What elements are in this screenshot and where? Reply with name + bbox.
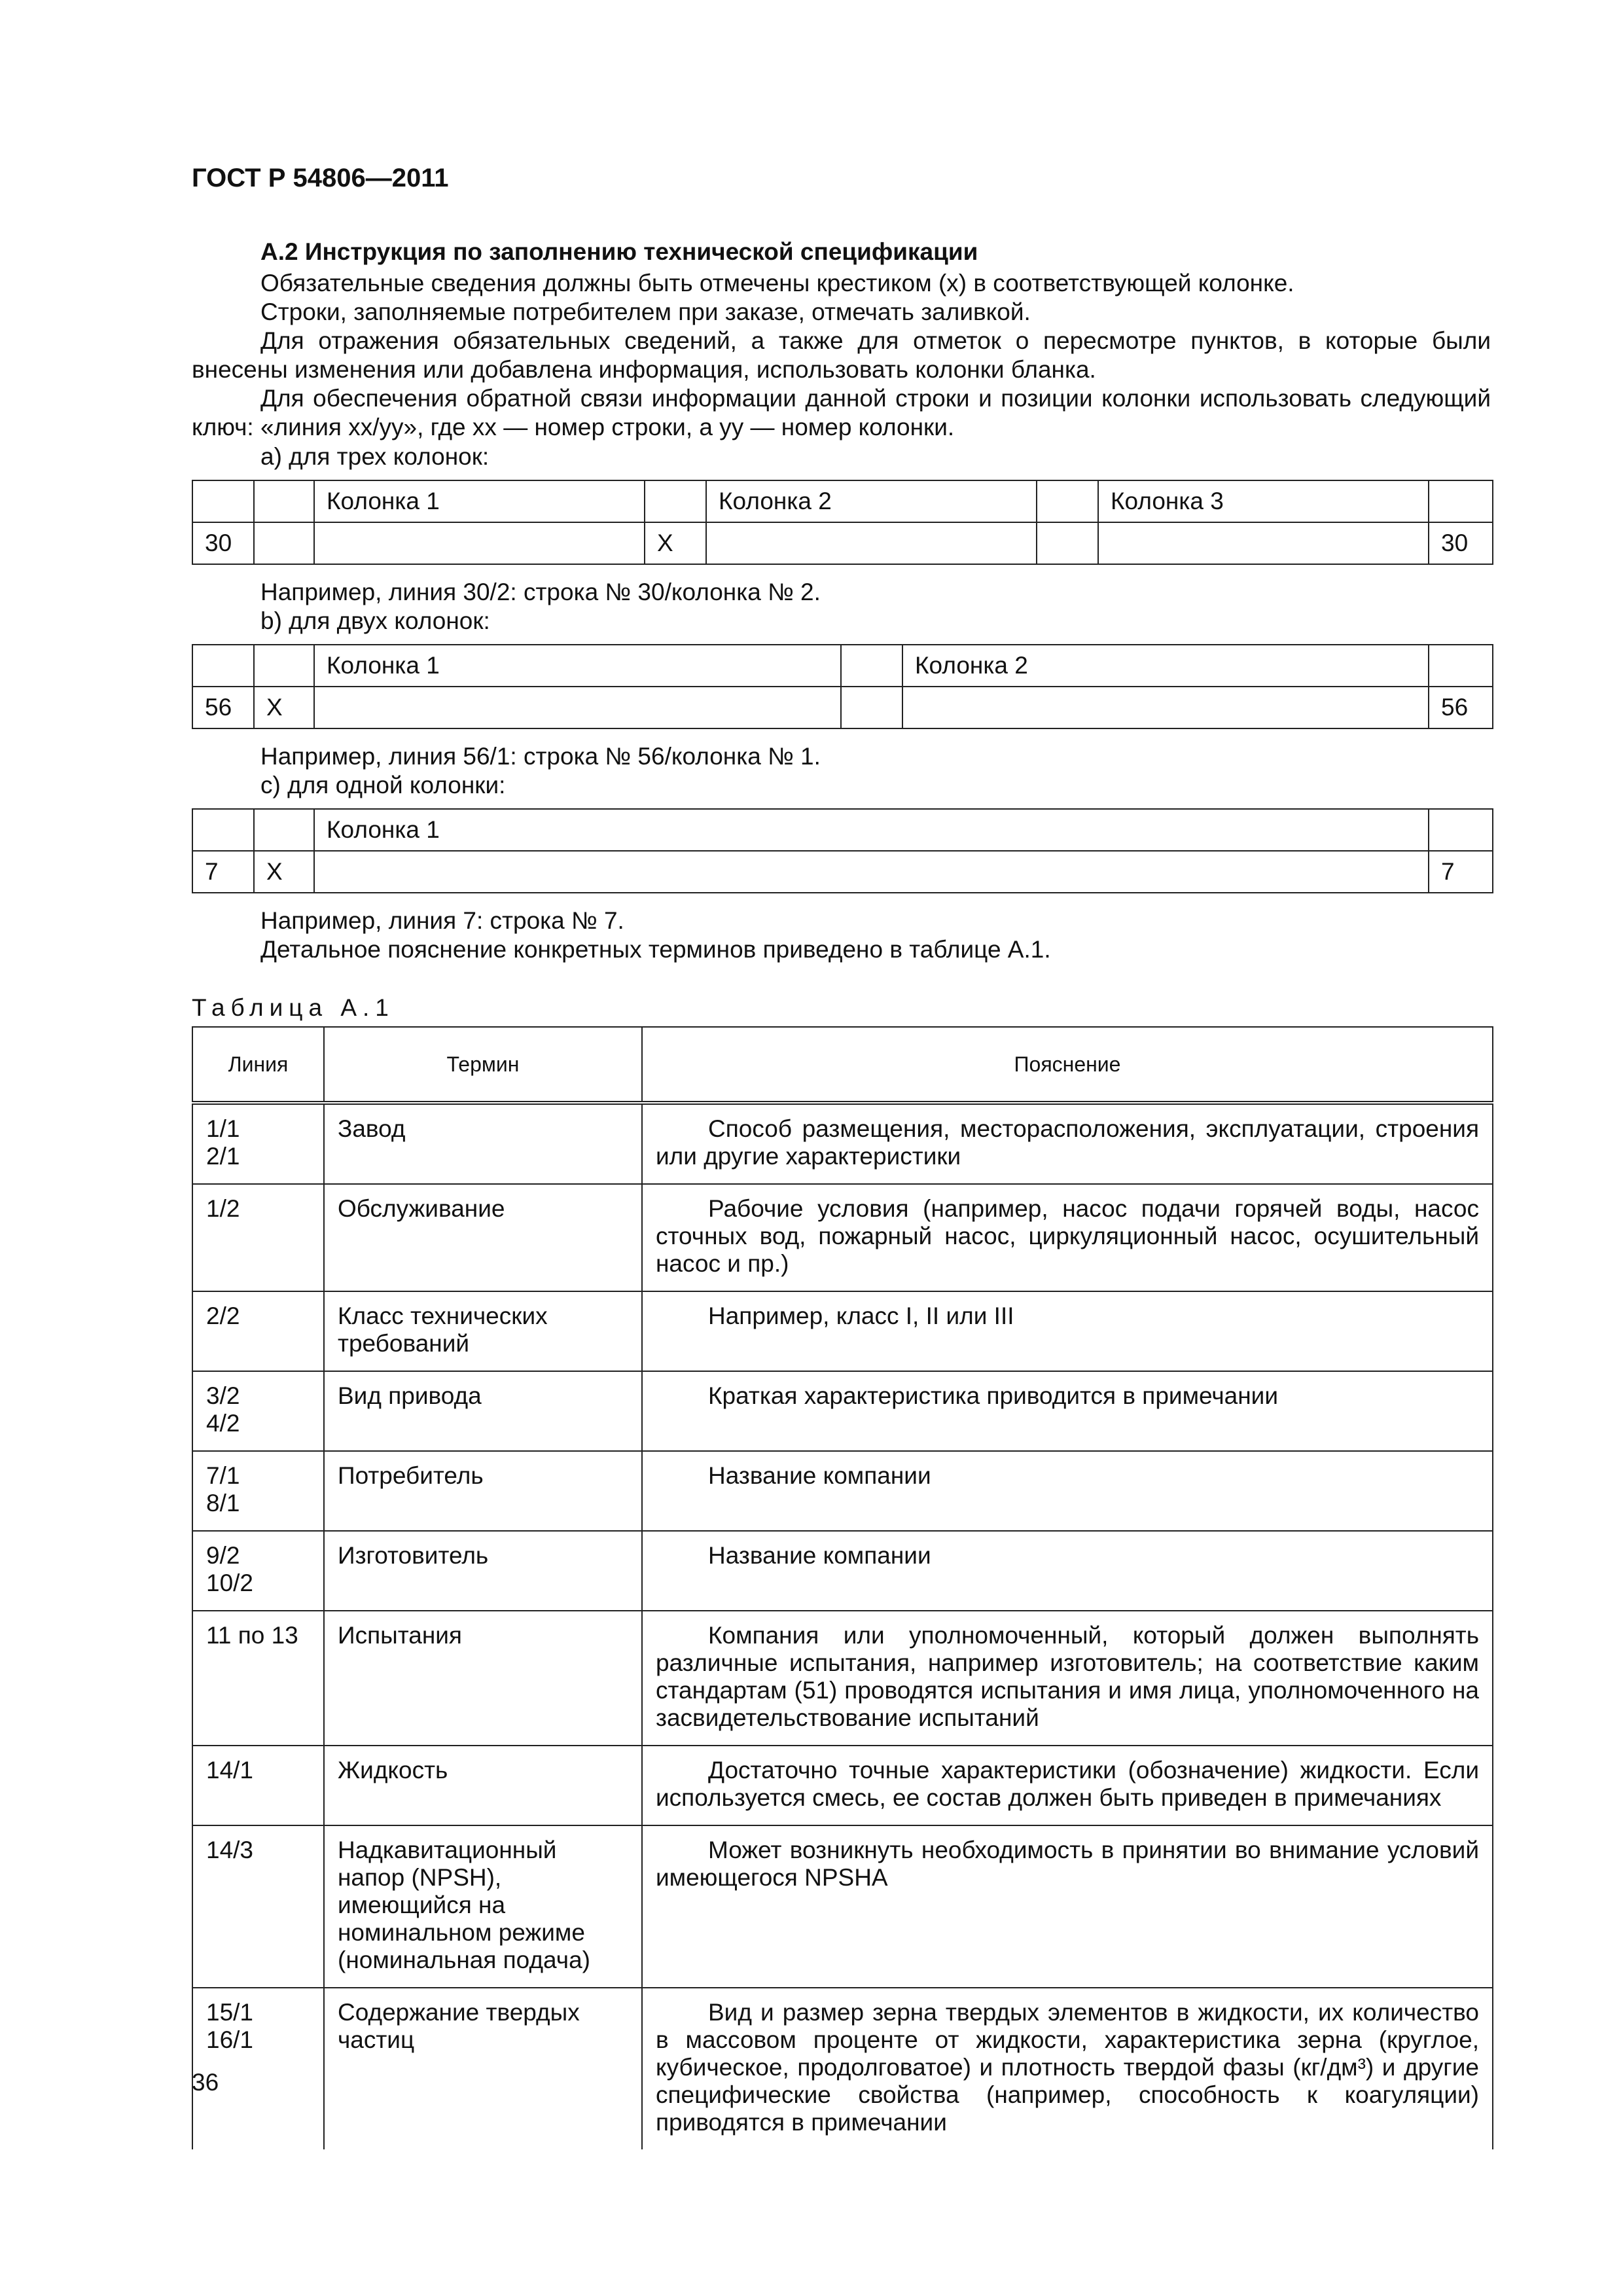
- key-example: Например, линия 56/1: строка № 56/колонка № 1.: [260, 743, 821, 770]
- key-column-header: Колонка 3: [1098, 480, 1429, 522]
- key-cell: [254, 480, 314, 522]
- key-mark: X: [254, 687, 314, 728]
- key-cell: [192, 645, 254, 687]
- row-explanation: Рабочие условия (например, насос подачи горячей воды, насос сточных вод, пожарный насос, циркуляционный насос, осушительный насос и пр.): [642, 1184, 1493, 1291]
- row-explanation: Способ размещения, месторасположения, эксплуатации, строения или другие характеристики: [642, 1103, 1493, 1184]
- key-cell: [192, 480, 254, 522]
- key-mark: X: [254, 851, 314, 893]
- table-row: [192, 1291, 1493, 1371]
- row-line: 7/1 8/1: [192, 1451, 324, 1531]
- row-explanation: Достаточно точные характеристики (обозначение) жидкости. Если используется смесь, ее состав должен быть приведен в примечаниях: [642, 1746, 1493, 1825]
- key-column-header: Колонка 1: [314, 645, 841, 687]
- row-explanation: Краткая характеристика приводится в примечании: [642, 1371, 1493, 1451]
- key-row-number: 30: [1429, 522, 1493, 564]
- key-cell: [314, 687, 841, 728]
- key-cell: [1429, 645, 1493, 687]
- row-term: Изготовитель: [324, 1531, 642, 1611]
- key-cell: [902, 687, 1429, 728]
- row-term: Завод: [324, 1103, 642, 1184]
- paragraph: Для отражения обязательных сведений, а также для отметок о пересмотре пунктов, в которые были внесены изменения или добавлена информация, использовать колонки бланка.: [192, 327, 1491, 383]
- row-line: 14/1: [192, 1746, 324, 1825]
- row-term: Жидкость: [324, 1746, 642, 1825]
- table-row: [192, 1746, 1493, 1825]
- key-label: с) для одной колонки:: [260, 772, 506, 798]
- table-row: [192, 1988, 1493, 2149]
- table-body: [192, 1103, 1493, 2149]
- row-explanation: Компания или уполномоченный, который должен выполнять различные испытания, например изготовитель; на соответствие каким стандартам (51) проводятся испытания и имя лица, уполномоченного на засвидетельствование испытаний: [642, 1611, 1493, 1746]
- key-cell: [314, 851, 1429, 893]
- key-cell: [192, 809, 254, 851]
- row-explanation: Название компании: [642, 1451, 1493, 1531]
- key-table-one-column: [192, 808, 1493, 893]
- document-code: ГОСТ Р 54806—2011: [192, 164, 449, 192]
- row-line: 1/2: [192, 1184, 324, 1291]
- key-row-number: 56: [192, 687, 254, 728]
- key-cell: [841, 645, 902, 687]
- row-term: Содержание твердых частиц: [324, 1988, 642, 2149]
- key-cell: [254, 645, 314, 687]
- key-cell: [1037, 522, 1098, 564]
- row-line: 14/3: [192, 1825, 324, 1988]
- table-row: [192, 1451, 1493, 1531]
- row-explanation: Например, класс I, II или III: [642, 1291, 1493, 1371]
- row-explanation: Название компании: [642, 1531, 1493, 1611]
- row-term: Надкавитационный напор (NPSH), имеющийся на номинальном режиме (номинальная подача): [324, 1825, 642, 1988]
- key-column-header: Колонка 2: [706, 480, 1037, 522]
- header-line: Линия: [192, 1027, 324, 1103]
- row-line: 2/2: [192, 1291, 324, 1371]
- row-explanation: Может возникнуть необходимость в принятии во внимание условий имеющегося NPSHA: [642, 1825, 1493, 1988]
- key-cell: [1429, 809, 1493, 851]
- key-table-two-columns: [192, 644, 1493, 729]
- header-explanation: Пояснение: [642, 1027, 1493, 1103]
- key-table-three-columns: [192, 480, 1493, 565]
- table-caption: Таблица А.1: [192, 994, 395, 1021]
- table-row: [192, 1184, 1493, 1291]
- terms-table: [192, 1026, 1493, 2149]
- table-row: [192, 1611, 1493, 1746]
- row-term: Класс технических требований: [324, 1291, 642, 1371]
- key-column-header: Колонка 2: [902, 645, 1429, 687]
- row-line: 15/1 16/1: [192, 1988, 324, 2149]
- key-label: а) для трех колонок:: [260, 443, 490, 470]
- key-row-number: 56: [1429, 687, 1493, 728]
- paragraph: Для обеспечения обратной связи информации данной строки и позиции колонки использовать следующий ключ: «линия xx/yy», где xx — номер строки, а yy — номер колонки.: [192, 385, 1491, 440]
- paragraph: Обязательные сведения должны быть отмечены крестиком (x) в соответствующей колонке.: [260, 270, 1294, 296]
- key-cell: [254, 522, 314, 564]
- row-line: 9/2 10/2: [192, 1531, 324, 1611]
- key-mark: X: [645, 522, 706, 564]
- key-cell: [254, 809, 314, 851]
- key-cell: [841, 687, 902, 728]
- key-row-number: 30: [192, 522, 254, 564]
- key-cell: [1098, 522, 1429, 564]
- row-term: Потребитель: [324, 1451, 642, 1531]
- table-row: [192, 1103, 1493, 1184]
- key-column-header: Колонка 1: [314, 809, 1429, 851]
- key-row-number: 7: [192, 851, 254, 893]
- key-cell: [314, 522, 645, 564]
- key-column-header: Колонка 1: [314, 480, 645, 522]
- row-line: 3/2 4/2: [192, 1371, 324, 1451]
- key-cell: [706, 522, 1037, 564]
- table-row: [192, 1531, 1493, 1611]
- row-line: 11 по 13: [192, 1611, 324, 1746]
- key-label: b) для двух колонок:: [260, 607, 490, 634]
- paragraph: Строки, заполняемые потребителем при заказе, отмечать заливкой.: [260, 298, 1031, 325]
- row-explanation: Вид и размер зерна твердых элементов в жидкости, их количество в массовом проценте от жидкости, характеристика зерна (круглое, кубическое, продолговатое) и плотность твердой фазы (кг/дм³) и другие специфические свойства (например, способность к коагуляции) приводятся в примечании: [642, 1988, 1493, 2149]
- key-row-number: 7: [1429, 851, 1493, 893]
- row-line: 1/1 2/1: [192, 1103, 324, 1184]
- page-number: 36: [192, 2069, 219, 2096]
- row-term: Обслуживание: [324, 1184, 642, 1291]
- key-cell: [1429, 480, 1493, 522]
- detail-note: Детальное пояснение конкретных терминов приведено в таблице А.1.: [260, 936, 1051, 963]
- row-term: Вид привода: [324, 1371, 642, 1451]
- key-cell: [645, 480, 706, 522]
- key-cell: [1037, 480, 1098, 522]
- key-example: Например, линия 7: строка № 7.: [260, 907, 624, 934]
- table-row: [192, 1825, 1493, 1988]
- header-term: Термин: [324, 1027, 642, 1103]
- table-row: [192, 1371, 1493, 1451]
- section-title: А.2 Инструкция по заполнению технической спецификации: [260, 238, 978, 265]
- row-term: Испытания: [324, 1611, 642, 1746]
- table-header-row: [192, 1027, 1493, 1103]
- key-example: Например, линия 30/2: строка № 30/колонка № 2.: [260, 579, 821, 605]
